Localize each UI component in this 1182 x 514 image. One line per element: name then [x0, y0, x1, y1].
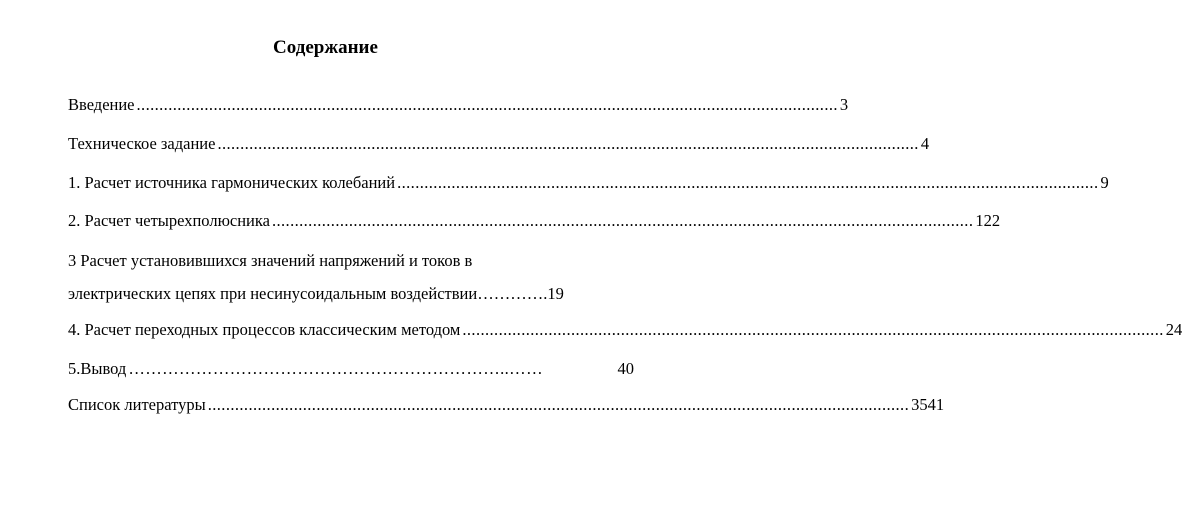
- toc-entry-label: 5.Вывод: [68, 359, 127, 378]
- toc-leader-dots: …………………………………………………………..……: [128, 359, 543, 378]
- toc-entry-harmonic-source[interactable]: [68, 173, 1109, 193]
- toc-page-number: 9: [1100, 173, 1109, 192]
- toc-page-number: .19: [543, 284, 564, 303]
- toc-page-number: 4: [920, 134, 930, 153]
- toc-entry-introduction[interactable]: [68, 95, 849, 115]
- toc-page-number: 3541: [911, 395, 945, 414]
- toc-leader-dots: ...........................................................................................................................................................: [397, 173, 1099, 192]
- toc-entry-label: 2. Расчет четырехполюсника: [68, 211, 270, 230]
- toc-entry-label: Список литературы: [68, 395, 206, 414]
- toc-leader-dots: ...........................................................................................................................................................: [462, 320, 1164, 339]
- toc-entry-label: 3 Расчет установившихся значений напряжений и токов в: [68, 251, 473, 270]
- toc-page-number: 122: [975, 211, 1001, 230]
- toc-entry-label: 1. Расчет источника гармонических колебаний: [68, 173, 396, 192]
- toc-leader-dots: …………: [477, 284, 544, 303]
- toc-leader-dots: ...........................................................................................................................................................: [207, 395, 910, 414]
- toc-page-number: 24: [1165, 320, 1182, 339]
- toc-leader-dots: ...........................................................................................................................................................: [217, 134, 919, 153]
- page-title: Содержание: [273, 37, 378, 58]
- toc-page-number: 40: [617, 359, 634, 378]
- toc-entry-technical-task[interactable]: [68, 134, 930, 154]
- toc-entry-label: 4. Расчет переходных процессов классическим методом: [68, 320, 461, 339]
- toc-entry-label: Введение: [68, 95, 135, 114]
- toc-entry-four-pole[interactable]: [68, 211, 1001, 231]
- toc-entry-conclusion[interactable]: [68, 359, 634, 379]
- toc-leader-dots: ...........................................................................................................................................................: [136, 95, 838, 114]
- toc-entry-transient[interactable]: [68, 320, 1182, 340]
- toc-entry-label: электрических цепях при несинусоидальным воздействии: [68, 284, 478, 303]
- toc-leader-dots: ...........................................................................................................................................................: [271, 211, 974, 230]
- toc-page-number: 3: [839, 95, 849, 114]
- toc-entry-label: Техническое задание: [68, 134, 216, 153]
- toc-entry-references[interactable]: [68, 395, 945, 415]
- toc-entry-steady-state-line2[interactable]: [68, 284, 634, 304]
- toc-entry-steady-state-line1[interactable]: [68, 251, 634, 271]
